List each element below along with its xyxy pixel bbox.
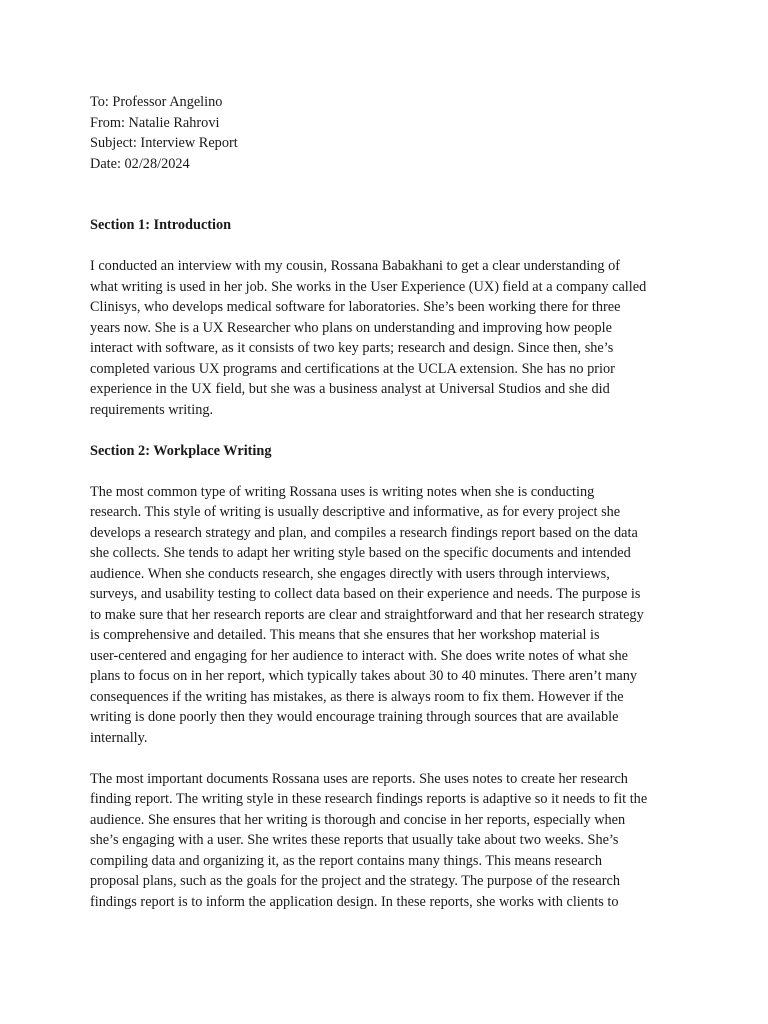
paragraph-line: writing is done poorly then they would encourage training through sources that are available [90,709,619,725]
paragraph-line: audience. When she conducts research, she engages directly with users through interviews, [90,565,610,582]
paragraph-line: years now. She is a UX Researcher who plans on understanding and improving how people [90,319,612,336]
paragraph-line: to make sure that her research reports are clear and straightforward and that her research strategy [90,606,644,623]
paragraph-line: interact with software, as it consists of two key parts; research and design. Since then, she’s [90,340,614,356]
paragraph-line: requirements writing. [90,401,214,418]
paragraph-line: Clinisys, who develops medical software for laboratories. She’s been working there for three [90,299,621,315]
paragraph-line: The most important documents Rossana uses are reports. She uses notes to create her research [90,770,628,787]
section-heading: Section 2: Workplace Writing [90,442,272,459]
memo-date: Date: 02/28/2024 [90,155,190,172]
memo-header [90,92,698,174]
paragraph-line: compiling data and organizing it, as the report contains many things. This means research [90,852,603,869]
document-body [90,215,698,912]
paragraph [90,256,698,420]
paragraph-line: research. This style of writing is usually descriptive and informative, as for every project she [90,504,621,520]
paragraph-line: user-centered and engaging for her audience to interact with. She does write notes of what she [90,647,629,664]
paragraph-line: consequences if the writing has mistakes, as there is always room to fix them. However if the [90,688,624,705]
paragraph-line: plans to focus on in her report, which typically takes about 30 to 40 minutes. There aren’t many [90,668,637,684]
paragraph-line: surveys, and usability testing to collect data based on their experience and needs. The purpose is [90,586,641,602]
paragraph-line: is comprehensive and detailed. This means that she ensures that her workshop material is [90,627,600,643]
paragraph-line: develops a research strategy and plan, and compiles a research findings report based on the data [90,524,638,541]
paragraph [90,769,698,913]
paragraph-line: internally. [90,729,148,746]
paragraph-line: she’s engaging with a user. She writes these reports that usually take about two weeks. She’s [90,832,619,848]
paragraph [90,482,698,749]
paragraph-line: I conducted an interview with my cousin, Rossana Babakhani to get a clear understanding of [90,258,621,274]
memo-to: To: Professor Angelino [90,94,223,110]
memo-from: From: Natalie Rahrovi [90,114,220,131]
paragraph-line: finding report. The writing style in these research findings reports is adaptive so it needs to fit the [90,791,648,807]
paragraph-line: audience. She ensures that her writing is thorough and concise in her reports, especially when [90,811,626,828]
paragraph-line: she collects. She tends to adapt her writing style based on the specific documents and intended [90,545,631,561]
section-heading: Section 1: Introduction [90,217,232,233]
paragraph-line: The most common type of writing Rossana uses is writing notes when she is conducting [90,483,595,500]
paragraph-line: what writing is used in her job. She works in the User Experience (UX) field at a company called [90,278,647,295]
paragraph-line: proposal plans, such as the goals for the project and the strategy. The purpose of the research [90,873,621,889]
memo-subject: Subject: Interview Report [90,135,238,151]
paragraph-line: completed various UX programs and certifications at the UCLA extension. She has no prior [90,360,615,377]
paragraph-line: findings report is to inform the application design. In these reports, she works with clients to [90,893,619,910]
paragraph-line: experience in the UX field, but she was a business analyst at Universal Studios and she did [90,381,610,397]
